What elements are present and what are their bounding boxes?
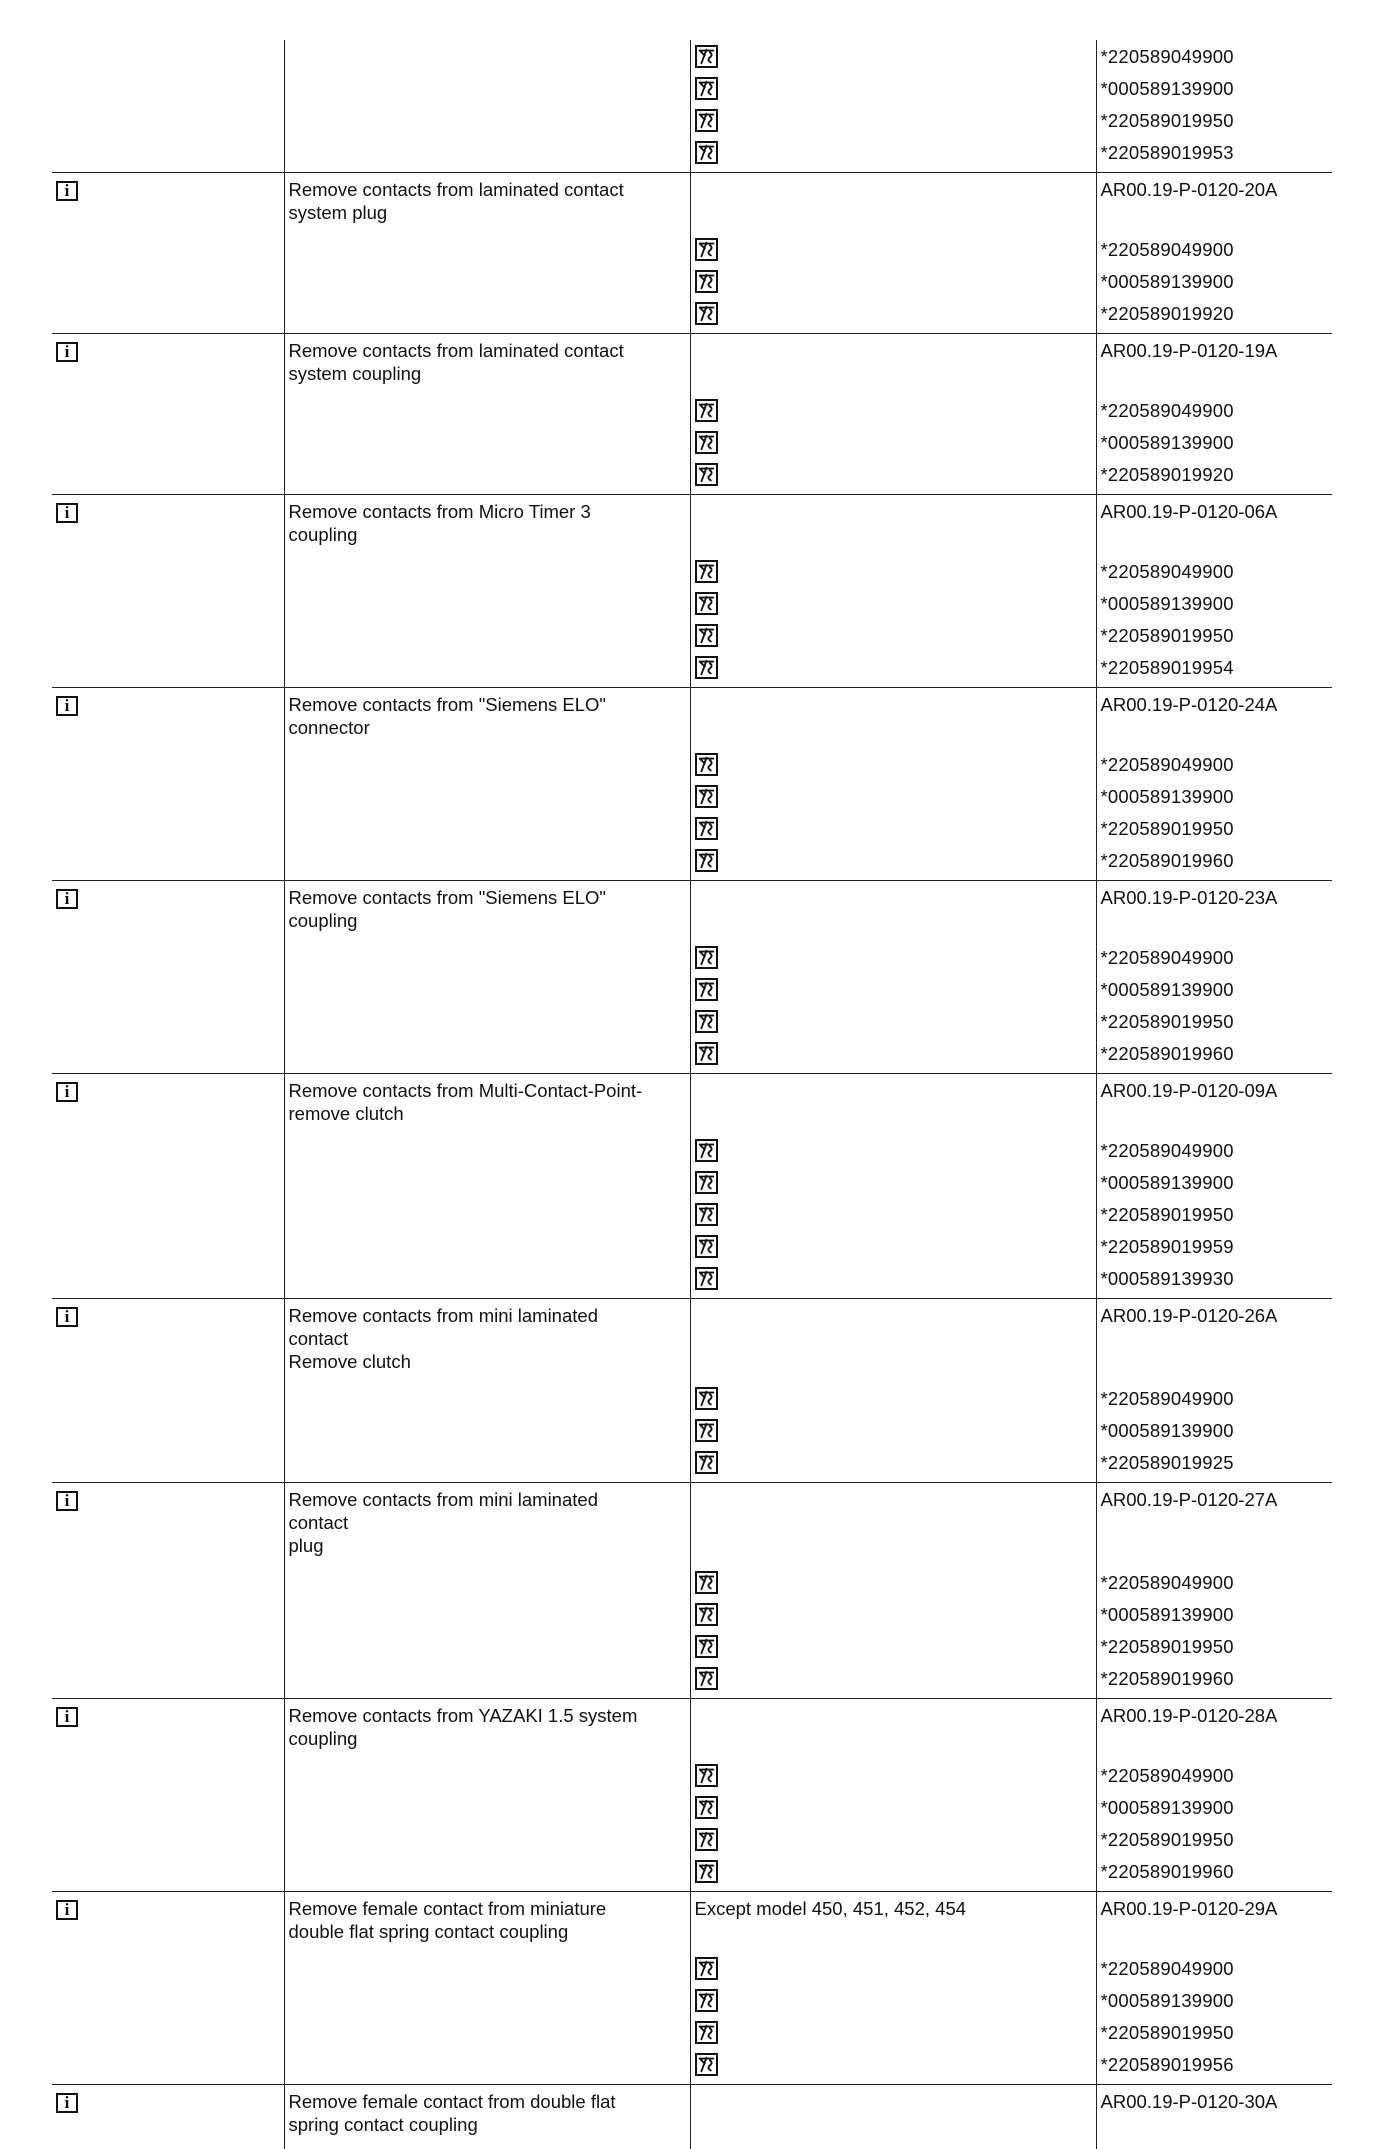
special-tool-icon[interactable] — [695, 656, 718, 679]
procedure-row — [52, 2085, 1332, 2149]
tool-number: *220589019954 — [1101, 651, 1333, 683]
info-icon[interactable]: i — [56, 342, 78, 362]
special-tool-icon[interactable] — [695, 431, 718, 454]
tool-number: *220589049900 — [1101, 748, 1333, 780]
tool-line — [695, 619, 1096, 651]
special-tool-icon[interactable] — [695, 141, 718, 164]
tool-cell — [690, 173, 1096, 334]
tool-line — [695, 651, 1096, 683]
tool-number: *000589139900 — [1101, 1414, 1333, 1446]
info-cell — [52, 1892, 284, 2085]
procedure-row — [52, 1074, 1332, 1299]
special-tool-icon[interactable] — [695, 1010, 718, 1033]
special-tool-icon[interactable] — [695, 1989, 718, 2012]
document-reference[interactable]: AR00.19-P-0120-20A — [1101, 178, 1333, 233]
continuation-row — [52, 40, 1332, 173]
tool-number: *000589139900 — [1101, 973, 1333, 1005]
condition-text — [695, 178, 1096, 233]
tool-line — [695, 2048, 1096, 2080]
tool-line — [695, 941, 1096, 973]
description-cell — [284, 1892, 690, 2085]
special-tool-icon[interactable] — [695, 463, 718, 486]
special-tool-icon[interactable] — [695, 592, 718, 615]
tool-line — [695, 1198, 1096, 1230]
special-tool-icon[interactable] — [695, 753, 718, 776]
info-icon[interactable]: i — [56, 1307, 78, 1327]
info-icon[interactable]: i — [56, 889, 78, 909]
special-tool-icon[interactable] — [695, 1451, 718, 1474]
tool-number: *220589019959 — [1101, 1230, 1333, 1262]
tool-number: *220589019950 — [1101, 1630, 1333, 1662]
tool-number: *000589139900 — [1101, 587, 1333, 619]
procedure-description: system plug — [289, 201, 686, 224]
info-icon[interactable]: i — [56, 1082, 78, 1102]
procedure-description: Remove contacts from mini laminated — [289, 1488, 686, 1511]
reference-cell — [1096, 334, 1332, 495]
description-cell — [284, 495, 690, 688]
tool-line — [695, 1791, 1096, 1823]
tool-number: *220589019920 — [1101, 297, 1333, 329]
info-icon[interactable]: i — [56, 696, 78, 716]
document-reference[interactable]: AR00.19-P-0120-30A — [1101, 2090, 1333, 2145]
tool-number: *220589049900 — [1101, 555, 1333, 587]
procedure-description: contact — [289, 1511, 686, 1534]
special-tool-icon[interactable] — [695, 560, 718, 583]
reference-cell — [1096, 40, 1332, 173]
document-reference[interactable]: AR00.19-P-0120-19A — [1101, 339, 1333, 394]
reference-cell — [1096, 1892, 1332, 2085]
info-cell — [52, 1699, 284, 1892]
tool-line — [695, 555, 1096, 587]
info-icon[interactable]: i — [56, 1707, 78, 1727]
tool-line — [695, 136, 1096, 168]
special-tool-icon[interactable] — [695, 1235, 718, 1258]
special-tool-icon[interactable] — [695, 45, 718, 68]
info-icon[interactable]: i — [56, 2093, 78, 2113]
procedure-row — [52, 334, 1332, 495]
tool-cell — [690, 1074, 1096, 1299]
special-tool-icon[interactable] — [695, 1828, 718, 1851]
tool-number: *220589049900 — [1101, 1134, 1333, 1166]
special-tool-icon[interactable] — [695, 1667, 718, 1690]
special-tool-icon[interactable] — [695, 1419, 718, 1442]
tool-line — [695, 587, 1096, 619]
special-tool-icon[interactable] — [695, 1267, 718, 1290]
condition-text — [695, 1304, 1096, 1382]
condition-text — [695, 1079, 1096, 1134]
tool-number: *000589139900 — [1101, 1791, 1333, 1823]
document-reference[interactable]: AR00.19-P-0120-06A — [1101, 500, 1333, 555]
tool-line — [695, 1166, 1096, 1198]
document-sheet — [52, 40, 1332, 2000]
tool-line — [695, 233, 1096, 265]
description-cell — [284, 881, 690, 1074]
special-tool-icon[interactable] — [695, 77, 718, 100]
tool-number: *220589049900 — [1101, 1566, 1333, 1598]
tool-line — [695, 1005, 1096, 1037]
info-cell — [52, 1299, 284, 1483]
reference-cell — [1096, 173, 1332, 334]
tool-line — [695, 1037, 1096, 1069]
tool-number: *220589019960 — [1101, 1855, 1333, 1887]
tool-line — [695, 1630, 1096, 1662]
procedure-row — [52, 1299, 1332, 1483]
tool-cell — [690, 40, 1096, 173]
procedure-description: spring contact coupling — [289, 2113, 686, 2136]
special-tool-icon[interactable] — [695, 1796, 718, 1819]
tool-line — [695, 394, 1096, 426]
procedure-description: Remove clutch — [289, 1350, 686, 1373]
tool-number: *000589139900 — [1101, 780, 1333, 812]
special-tool-icon[interactable] — [695, 2021, 718, 2044]
procedure-description: Remove contacts from "Siemens ELO" — [289, 886, 686, 909]
tool-line — [695, 1952, 1096, 1984]
special-tool-icon[interactable] — [695, 1603, 718, 1626]
reference-cell — [1096, 1483, 1332, 1699]
tool-line — [695, 1984, 1096, 2016]
tool-line — [695, 1823, 1096, 1855]
special-tool-icon[interactable] — [695, 1387, 718, 1410]
tool-line — [695, 844, 1096, 876]
condition-text — [695, 2090, 1096, 2145]
tool-number: *220589019950 — [1101, 2016, 1333, 2048]
tool-number: *220589019960 — [1101, 844, 1333, 876]
info-cell — [52, 2085, 284, 2149]
document-reference[interactable]: AR00.19-P-0120-29A — [1101, 1897, 1333, 1952]
procedure-row — [52, 688, 1332, 881]
tool-line — [695, 1262, 1096, 1294]
tool-line — [695, 1662, 1096, 1694]
tool-line — [695, 265, 1096, 297]
tool-number: *220589049900 — [1101, 1759, 1333, 1791]
document-reference[interactable]: AR00.19-P-0120-26A — [1101, 1304, 1333, 1382]
condition-text: Except model 450, 451, 452, 454 — [695, 1897, 1096, 1952]
condition-text — [695, 339, 1096, 394]
tool-number: *220589019960 — [1101, 1662, 1333, 1694]
special-tool-icon[interactable] — [695, 270, 718, 293]
tool-line — [695, 748, 1096, 780]
procedure-description: Remove contacts from laminated contact — [289, 178, 686, 201]
special-tool-icon[interactable] — [695, 978, 718, 1001]
tool-number: *220589019920 — [1101, 458, 1333, 490]
tool-number: *220589049900 — [1101, 1382, 1333, 1414]
special-tool-icon[interactable] — [695, 1139, 718, 1162]
tool-line — [695, 72, 1096, 104]
special-tool-icon[interactable] — [695, 238, 718, 261]
description-cell — [284, 1699, 690, 1892]
special-tool-icon[interactable] — [695, 624, 718, 647]
tool-cell — [690, 1299, 1096, 1483]
special-tool-icon[interactable] — [695, 1635, 718, 1658]
description-cell — [284, 334, 690, 495]
tool-number: *220589019950 — [1101, 812, 1333, 844]
tool-line — [695, 2016, 1096, 2048]
procedure-description: connector — [289, 716, 686, 739]
procedure-description: Remove contacts from Multi-Contact-Point- — [289, 1079, 686, 1102]
special-tool-icon[interactable] — [695, 817, 718, 840]
description-cell — [284, 1483, 690, 1699]
reference-cell — [1096, 1699, 1332, 1892]
special-tool-icon[interactable] — [695, 1860, 718, 1883]
procedure-description: coupling — [289, 1727, 686, 1750]
tool-cell — [690, 495, 1096, 688]
condition-text — [695, 886, 1096, 941]
tool-number: *220589019953 — [1101, 136, 1333, 168]
condition-text — [695, 693, 1096, 748]
special-tool-icon[interactable] — [695, 1764, 718, 1787]
procedure-row — [52, 173, 1332, 334]
tool-cell — [690, 881, 1096, 1074]
info-cell — [52, 1074, 284, 1299]
tool-number: *000589139900 — [1101, 72, 1333, 104]
tool-number: *000589139900 — [1101, 426, 1333, 458]
procedure-row — [52, 881, 1332, 1074]
special-tool-icon[interactable] — [695, 109, 718, 132]
info-icon[interactable]: i — [56, 1491, 78, 1511]
tool-line — [695, 1134, 1096, 1166]
tool-line — [695, 426, 1096, 458]
tool-line — [695, 104, 1096, 136]
special-tool-icon[interactable] — [695, 399, 718, 422]
document-reference[interactable]: AR00.19-P-0120-28A — [1101, 1704, 1333, 1759]
tool-number: *000589139900 — [1101, 265, 1333, 297]
tool-line — [695, 297, 1096, 329]
condition-text — [695, 1704, 1096, 1759]
tool-number: *220589019960 — [1101, 1037, 1333, 1069]
document-reference[interactable]: AR00.19-P-0120-27A — [1101, 1488, 1333, 1566]
procedure-table — [52, 40, 1332, 2149]
tool-cell — [690, 1892, 1096, 2085]
description-cell — [284, 1074, 690, 1299]
description-cell — [284, 1299, 690, 1483]
reference-cell — [1096, 688, 1332, 881]
tool-number: *220589019956 — [1101, 2048, 1333, 2080]
special-tool-icon[interactable] — [695, 1571, 718, 1594]
special-tool-icon[interactable] — [695, 1042, 718, 1065]
procedure-row — [52, 1892, 1332, 2085]
special-tool-icon[interactable] — [695, 1171, 718, 1194]
special-tool-icon[interactable] — [695, 849, 718, 872]
condition-text — [695, 500, 1096, 555]
description-cell — [284, 2085, 690, 2149]
tool-line — [695, 1855, 1096, 1887]
tool-line — [695, 780, 1096, 812]
procedure-description: coupling — [289, 909, 686, 932]
tool-number: *220589049900 — [1101, 233, 1333, 265]
tool-number: *000589139900 — [1101, 1598, 1333, 1630]
procedure-description: remove clutch — [289, 1102, 686, 1125]
special-tool-icon[interactable] — [695, 1957, 718, 1980]
description-cell — [284, 173, 690, 334]
tool-number: *220589049900 — [1101, 941, 1333, 973]
procedure-description: Remove contacts from YAZAKI 1.5 system — [289, 1704, 686, 1727]
tool-line — [695, 1230, 1096, 1262]
description-cell — [284, 688, 690, 881]
procedure-description: Remove contacts from "Siemens ELO" — [289, 693, 686, 716]
tool-line — [695, 1382, 1096, 1414]
info-cell — [52, 173, 284, 334]
condition-text — [695, 1488, 1096, 1566]
info-icon[interactable]: i — [56, 503, 78, 523]
tool-cell — [690, 1483, 1096, 1699]
tool-number: *220589019925 — [1101, 1446, 1333, 1478]
tool-number: *220589019950 — [1101, 619, 1333, 651]
tool-number: *220589049900 — [1101, 1952, 1333, 1984]
tool-number: *220589049900 — [1101, 40, 1333, 72]
tool-number: *000589139900 — [1101, 1166, 1333, 1198]
procedure-row — [52, 495, 1332, 688]
tool-number: *000589139930 — [1101, 1262, 1333, 1294]
tool-number: *220589019950 — [1101, 1823, 1333, 1855]
procedure-row — [52, 1483, 1332, 1699]
procedure-description: coupling — [289, 523, 686, 546]
tool-line — [695, 1414, 1096, 1446]
special-tool-icon[interactable] — [695, 2053, 718, 2076]
info-cell — [52, 40, 284, 173]
info-cell — [52, 334, 284, 495]
procedure-description: plug — [289, 1534, 686, 1557]
tool-number: *000589139900 — [1101, 1984, 1333, 2016]
special-tool-icon[interactable] — [695, 302, 718, 325]
info-icon[interactable]: i — [56, 1900, 78, 1920]
tool-number: *220589019950 — [1101, 1198, 1333, 1230]
tool-number: *220589019950 — [1101, 104, 1333, 136]
procedure-description: Remove female contact from double flat — [289, 2090, 686, 2113]
tool-line — [695, 458, 1096, 490]
info-cell — [52, 495, 284, 688]
procedure-description: Remove contacts from Micro Timer 3 — [289, 500, 686, 523]
reference-cell — [1096, 495, 1332, 688]
procedure-description: double flat spring contact coupling — [289, 1920, 686, 1943]
tool-number: *220589019950 — [1101, 1005, 1333, 1037]
tool-number: *220589049900 — [1101, 394, 1333, 426]
tool-cell — [690, 2085, 1096, 2149]
tool-cell — [690, 1699, 1096, 1892]
special-tool-icon[interactable] — [695, 785, 718, 808]
tool-line — [695, 812, 1096, 844]
tool-cell — [690, 334, 1096, 495]
reference-cell — [1096, 1299, 1332, 1483]
reference-cell — [1096, 1074, 1332, 1299]
special-tool-icon[interactable] — [695, 1203, 718, 1226]
procedure-description: Remove female contact from miniature — [289, 1897, 686, 1920]
description-cell — [284, 40, 690, 173]
document-reference[interactable]: AR00.19-P-0120-24A — [1101, 693, 1333, 748]
info-cell — [52, 1483, 284, 1699]
tool-line — [695, 973, 1096, 1005]
procedure-description: system coupling — [289, 362, 686, 385]
tool-line — [695, 1566, 1096, 1598]
procedure-description: contact — [289, 1327, 686, 1350]
procedure-row — [52, 1699, 1332, 1892]
tool-line — [695, 1598, 1096, 1630]
procedure-description: Remove contacts from laminated contact — [289, 339, 686, 362]
reference-cell — [1096, 2085, 1332, 2149]
special-tool-icon[interactable] — [695, 946, 718, 969]
tool-line — [695, 1759, 1096, 1791]
tool-cell — [690, 688, 1096, 881]
info-cell — [52, 688, 284, 881]
info-cell — [52, 881, 284, 1074]
document-reference[interactable]: AR00.19-P-0120-23A — [1101, 886, 1333, 941]
tool-line — [695, 1446, 1096, 1478]
reference-cell — [1096, 881, 1332, 1074]
tool-line — [695, 40, 1096, 72]
procedure-description: Remove contacts from mini laminated — [289, 1304, 686, 1327]
info-icon[interactable]: i — [56, 181, 78, 201]
document-reference[interactable]: AR00.19-P-0120-09A — [1101, 1079, 1333, 1134]
